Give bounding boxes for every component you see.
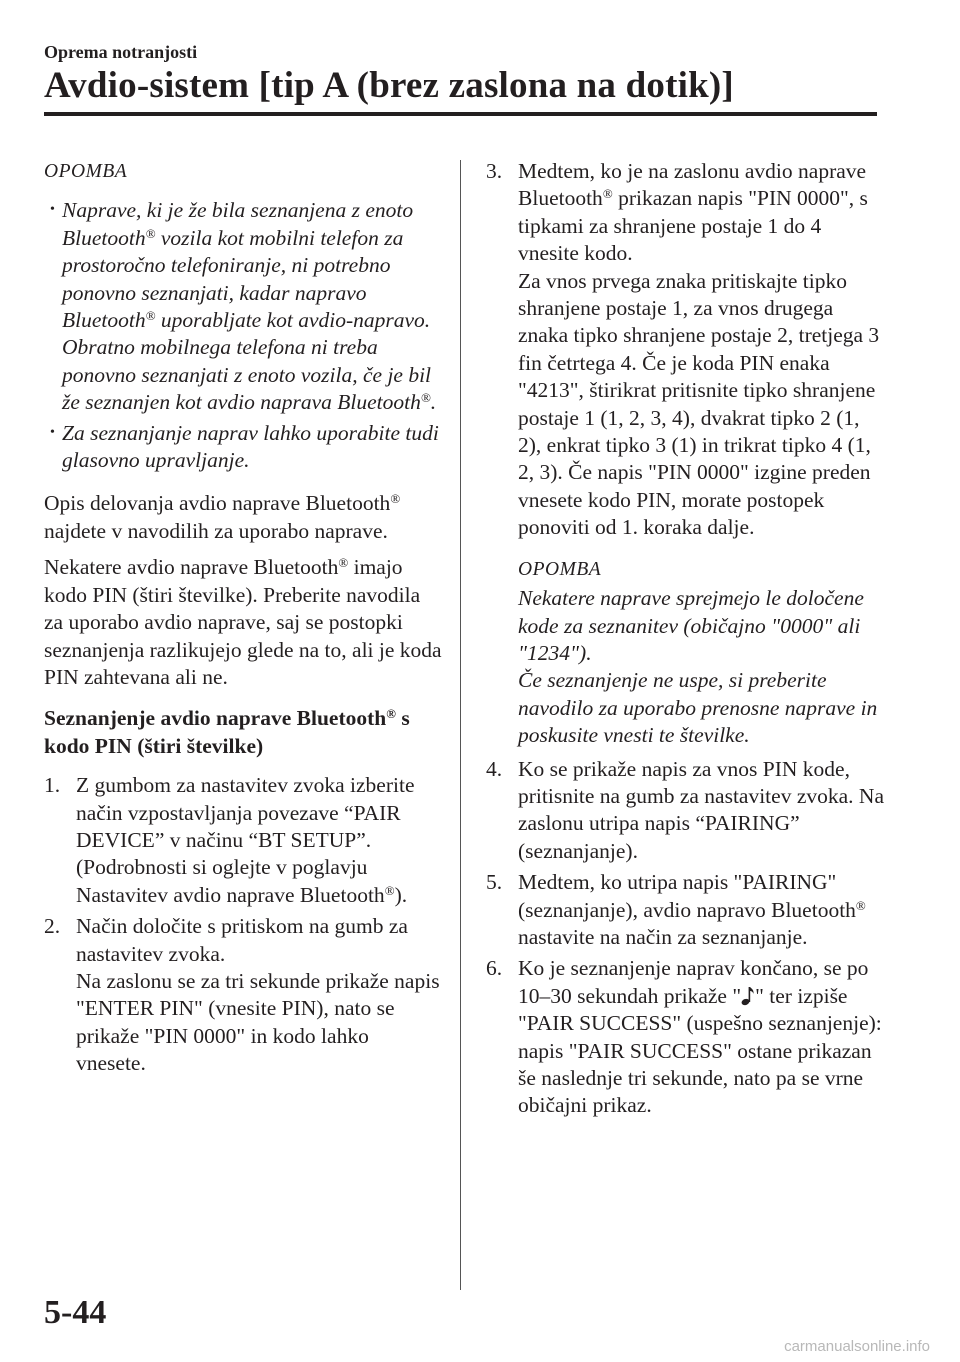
step-item <box>44 772 444 909</box>
note-item: • Naprave, ki je že bila seznanjena z enoto Bluetooth® vozila kot mobilni telefon za prostoročno telefoniranje, ni potrebno ponovno seznanjati, kadar napravo Bluetooth® uporabljate kot avdio-napravo. Obratno mobilnega telefona ni treba ponovno seznanjati z enoto vozila, če je bil že seznanjen kot avdio naprava Bluetooth®. <box>44 197 444 416</box>
note-box <box>44 158 444 474</box>
step-text: Za vnos prvega znaka pritiskajte tipko shranjene postaje 1, za vnos drugega znaka tipko shranjene postaje 2, tretjega 3 fin četrtega 4. Če je koda PIN enaka "4213", štirikrat pritisnite tipko shranjene postaje 1 (1, 2, 3, 4), dvakrat tipko 2 (1, 2), enkrat tipko 3 (1) in trikrat tipko 4 (1, 2, 3). Če napis "PIN 0000" izgine preden vnesete kodo PIN, morate postopek ponoviti od 1. koraka dalje. <box>518 268 880 540</box>
note-box <box>518 556 886 750</box>
step-text: Na zaslonu se za tri sekunde prikaže napis "ENTER PIN" (vnesite PIN), nato se prikaže "PIN 0000" in kodo lahko vnesete. <box>76 968 440 1076</box>
paragraph: Nekatere avdio naprave Bluetooth® imajo kodo PIN (štiri številke). Preberite navodila za uporabo avdio naprave, saj se postopki seznanjenja razlikujejo glede na to, ali je koda PIN zahtevana ali ne. <box>44 555 442 689</box>
watermark: carmanualsonline.info <box>784 1338 930 1355</box>
step-text: Z gumbom za nastavitev zvoka izberite način vzpostavljanja povezave “PAIR DEVICE” v načinu “BT SETUP”. (Podrobnosti si oglejte v poglavju Nastavitev avdio naprave Bluetooth®). <box>76 773 415 907</box>
note-list <box>44 197 444 474</box>
section-label: Oprema notranjosti <box>44 42 198 62</box>
step-number: 4. <box>486 756 503 781</box>
note-line: Če seznanjenje ne uspe, si preberite navodilo za uporabo prenosne naprave in poskusite vnesti te številke. <box>518 668 878 748</box>
step-number: 2. <box>44 914 61 939</box>
column-divider <box>460 160 461 1290</box>
step-item <box>486 756 886 866</box>
step-number: 1. <box>44 773 61 798</box>
step-item <box>486 158 886 750</box>
note-item: • Za seznanjanje naprav lahko uporabite tudi glasovno upravljanje. <box>44 420 444 475</box>
step-number: 5. <box>486 870 503 895</box>
step-item <box>486 955 886 1119</box>
step-item <box>486 869 886 951</box>
note-heading: OPOMBA <box>518 558 602 580</box>
note-heading: OPOMBA <box>44 161 128 182</box>
left-column <box>44 158 444 1082</box>
step-number: 6. <box>486 956 503 981</box>
step-text: Način določite s pritiskom na gumb za nastavitev zvoka. <box>76 914 408 966</box>
header-rule <box>44 112 877 116</box>
music-note-icon <box>741 985 755 1007</box>
step-text: Ko je seznanjenje naprav končano, se po 10–30 sekundah prikaže " " ter izpiše "PAIR SUCCESS" (uspešno seznanjenje): napis "PAIR SUCCESS" ostane prikazan še naslednje tri sekunde, nato pa se vrne običajni prikaz. <box>518 956 882 1118</box>
page-title: Avdio-sistem [tip A (brez zaslona na dotik)] <box>44 65 734 106</box>
step-text: Ko se prikaže napis za vnos PIN kode, pritisnite na gumb za nastavitev zvoka. Na zaslonu utripa napis “PAIRING” (seznanjanje). <box>518 756 884 863</box>
steps-list <box>486 158 886 1120</box>
step-text: Medtem, ko utripa napis "PAIRING" (seznanjanje), avdio napravo Bluetooth® nastavite na način za seznanjanje. <box>518 870 866 949</box>
paragraph: Opis delovanja avdio naprave Bluetooth® najdete v navodilih za uporabo naprave. <box>44 491 401 543</box>
step-text: Medtem, ko je na zaslonu avdio naprave Bluetooth® prikazan napis "PIN 0000", s tipkami za shranjene postaje 1 do 4 vnesite kodo. <box>518 159 868 266</box>
step-number: 3. <box>486 159 503 183</box>
right-column <box>486 158 886 1124</box>
page-number: 5-44 <box>44 1294 107 1331</box>
steps-list <box>44 772 444 1077</box>
step-item <box>44 913 444 1077</box>
subheading: Seznanjenje avdio naprave Bluetooth® s kodo PIN (štiri številke) <box>44 706 410 758</box>
note-line: Nekatere naprave sprejmejo le določene kode za seznanitev (običajno "0000" ali "1234"). <box>518 586 864 665</box>
